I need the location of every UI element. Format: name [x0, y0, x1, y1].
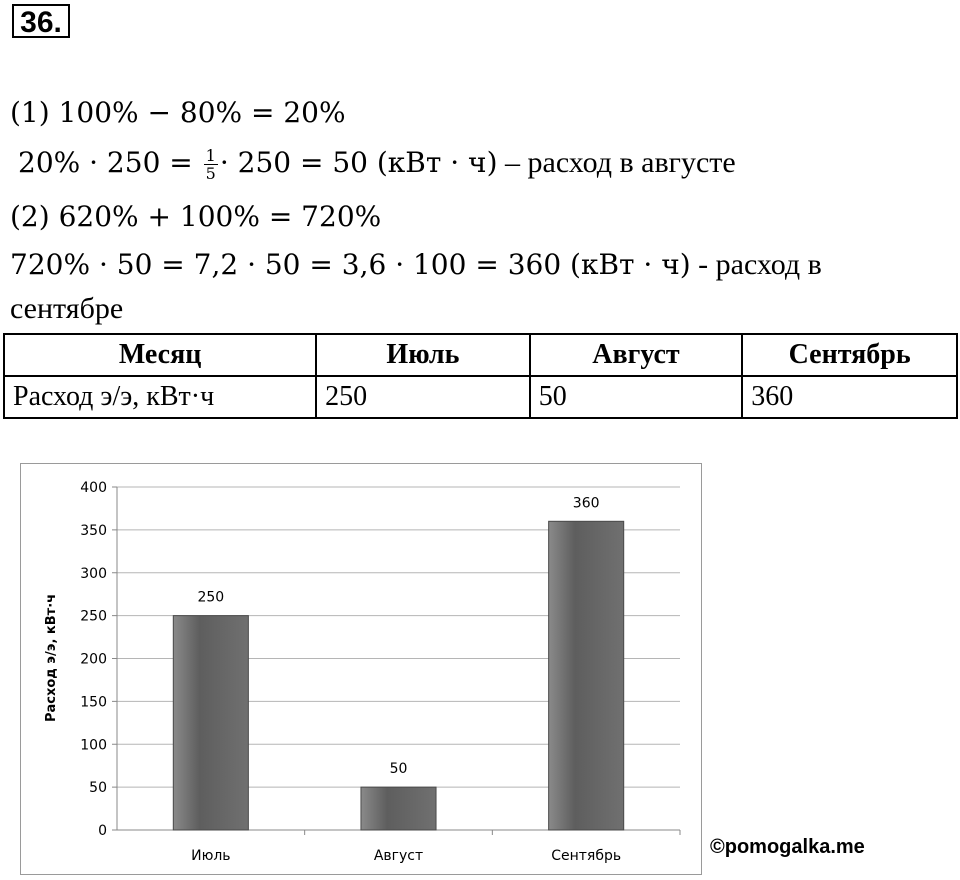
x-tick-label: Сентябрь — [551, 848, 622, 864]
table-header-cell: Сентябрь — [742, 334, 957, 376]
watermark: ©pomogalka.me — [710, 836, 865, 858]
table-cell: Расход э/э, кВт·ч — [4, 376, 316, 418]
solution-line-2 — [18, 146, 736, 182]
y-tick-label: 0 — [98, 823, 107, 839]
solution-line-5 — [10, 292, 123, 326]
solution-step-2b-text-cont: сентябре — [10, 292, 124, 325]
table-header-cell: Июль — [316, 334, 530, 376]
solution-step-1b-math-a: 20% · 250 = — [18, 146, 202, 179]
problem-number: 36. — [12, 4, 70, 38]
y-axis-label: Расход э/э, кВт·ч — [44, 593, 59, 723]
table-header-cell: Август — [530, 334, 743, 376]
solution-line-3 — [10, 200, 381, 234]
solution-step-2-math: (2) 620% + 100% = 720% — [10, 200, 382, 233]
table-header-row — [4, 334, 957, 376]
table-cell: 50 — [530, 376, 743, 418]
table-row — [4, 376, 957, 418]
fraction-numerator: 1 — [205, 146, 216, 165]
y-tick-label: 250 — [80, 608, 107, 625]
fraction-denominator: 5 — [205, 164, 216, 183]
solution-step-1b-math-b: · 250 = 50 (кВт · ч) — [219, 146, 498, 179]
y-tick-label: 50 — [89, 780, 107, 797]
chart-frame — [20, 463, 702, 875]
bar — [361, 787, 436, 830]
solution-step-1b-text: – расход в августе — [497, 146, 736, 179]
y-tick-label: 400 — [80, 480, 107, 496]
y-tick-label: 300 — [80, 565, 107, 582]
table-cell: 250 — [316, 376, 530, 418]
x-tick-label: Июль — [191, 848, 231, 864]
y-tick-label: 150 — [80, 694, 107, 711]
bar — [173, 616, 248, 830]
x-tick-label: Август — [373, 848, 424, 864]
table-header-cell: Месяц — [4, 334, 316, 376]
data-label: 360 — [572, 495, 600, 512]
table-cell: 360 — [742, 376, 957, 418]
solution-step-2b-math: 720% · 50 = 7,2 · 50 = 3,6 · 100 = 360 (кВт · ч) — [10, 248, 691, 281]
data-label: 250 — [197, 589, 225, 606]
consumption-table — [3, 333, 958, 419]
data-label: 50 — [389, 761, 408, 778]
bar-chart — [21, 464, 701, 874]
y-tick-label: 350 — [80, 522, 107, 539]
bar — [549, 521, 624, 830]
solution-step-2b-text: - расход в — [690, 248, 822, 281]
solution-line-4 — [10, 248, 822, 282]
solution-line-1 — [10, 96, 346, 130]
fraction — [204, 147, 218, 182]
solution-step-1-math: (1) 100% − 80% = 20% — [10, 96, 346, 129]
y-tick-label: 200 — [80, 651, 107, 668]
y-tick-label: 100 — [80, 737, 107, 754]
